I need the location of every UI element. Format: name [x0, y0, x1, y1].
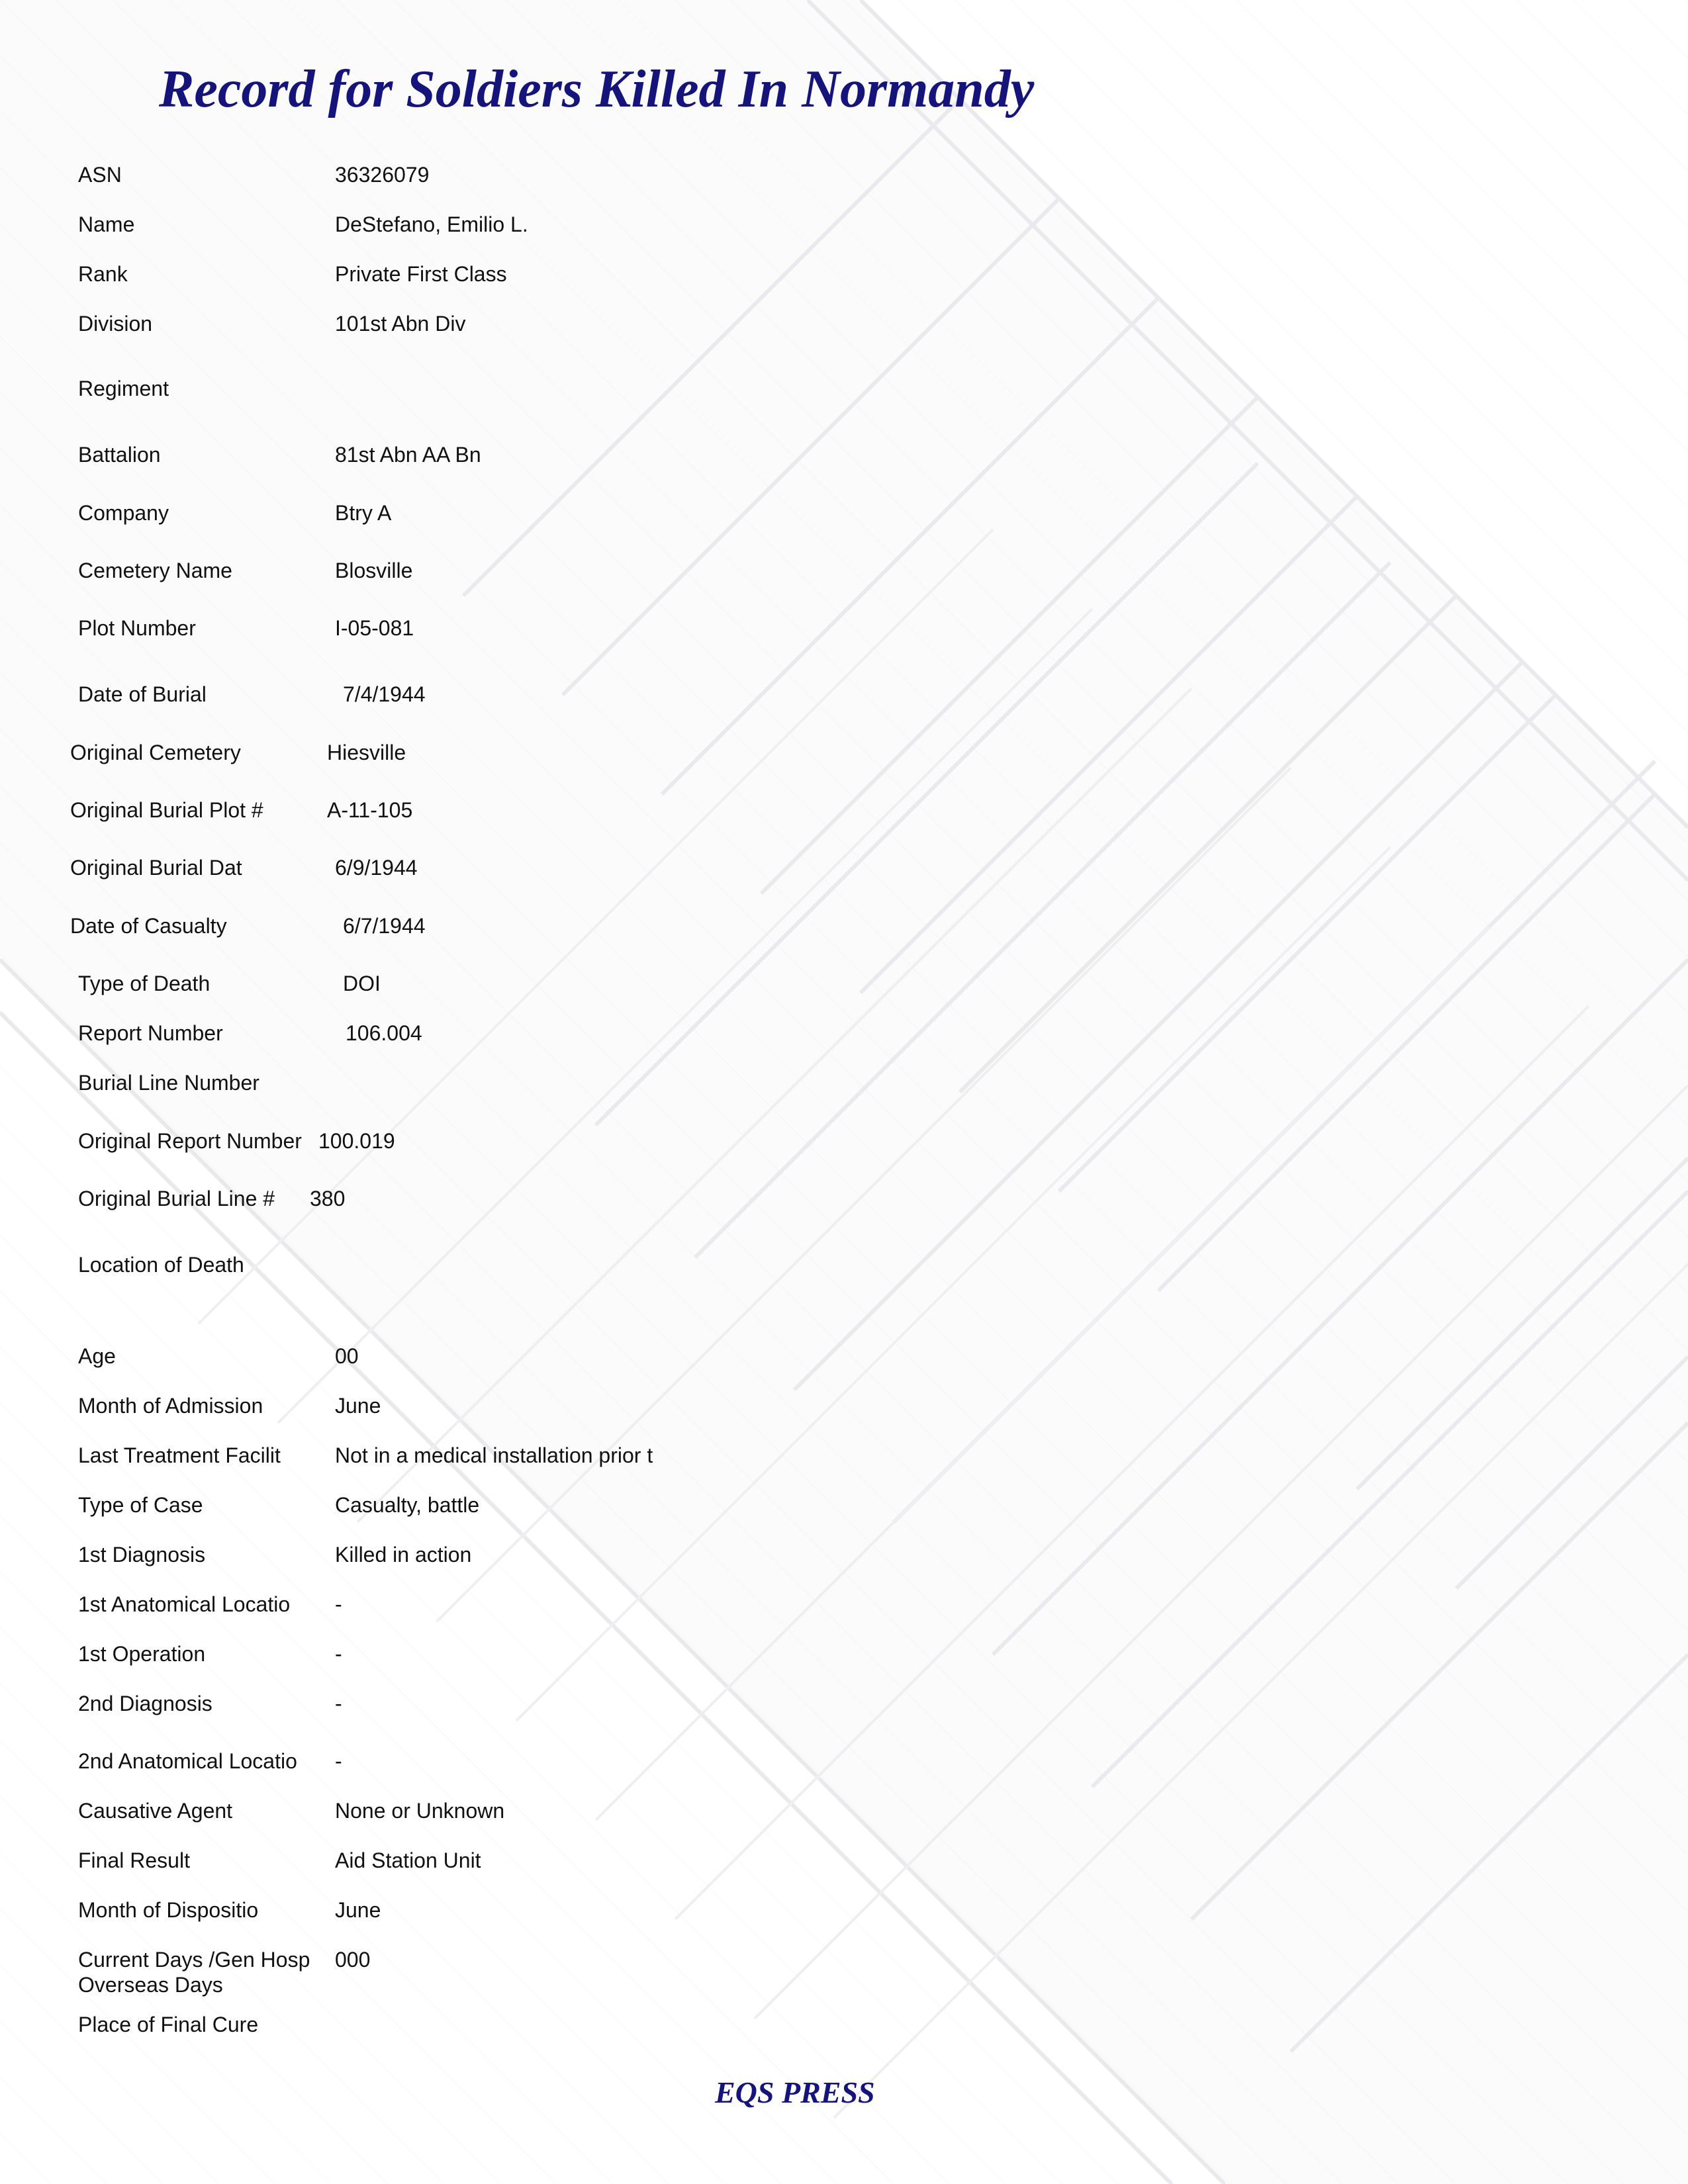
field-value-final-result: Aid Station Unit [335, 1848, 481, 1872]
field-label-1st-anatomical-location: 1st Anatomical Locatio [78, 1592, 291, 1616]
field-value-report-number: 106.004 [346, 1021, 422, 1045]
field-label-original-report-number: Original Report Number [78, 1129, 302, 1153]
field-value-cemetery-name: Blosville [335, 559, 413, 582]
field-label-name: Name [78, 212, 135, 236]
field-value-2nd-diagnosis: - [335, 1692, 342, 1715]
field-value-date-of-casualty: 6/7/1944 [343, 914, 426, 938]
field-label-place-of-final-cure: Place of Final Cure [78, 2013, 259, 2036]
field-label-asn: ASN [78, 163, 122, 187]
field-label-1st-operation: 1st Operation [78, 1642, 206, 1666]
field-value-date-of-burial: 7/4/1944 [343, 682, 426, 706]
field-label-plot-number: Plot Number [78, 616, 196, 640]
page-title: Record for Soldiers Killed In Normandy [159, 60, 1035, 118]
field-value-original-burial-date: 6/9/1944 [335, 856, 418, 880]
field-value-month-of-admission: June [335, 1394, 381, 1418]
field-label-month-of-disposition: Month of Dispositio [78, 1898, 259, 1922]
field-value-division: 101st Abn Div [335, 312, 466, 336]
field-value-type-of-case: Casualty, battle [335, 1493, 480, 1517]
field-label-current-days-gen-hosp: Current Days /Gen Hosp [78, 1948, 310, 1972]
field-label-cemetery-name: Cemetery Name [78, 559, 232, 582]
field-value-original-burial-line: 380 [310, 1187, 346, 1210]
field-label-date-of-casualty: Date of Casualty [70, 914, 227, 938]
field-label-last-treatment-facility: Last Treatment Facilit [78, 1443, 281, 1467]
field-label-type-of-case: Type of Case [78, 1493, 203, 1517]
field-label-1st-diagnosis: 1st Diagnosis [78, 1543, 206, 1567]
field-label-regiment: Regiment [78, 377, 169, 400]
field-label-battalion: Battalion [78, 443, 161, 467]
field-value-age: 00 [335, 1344, 359, 1368]
field-value-1st-operation: - [335, 1642, 342, 1666]
field-label-causative-agent: Causative Agent [78, 1799, 233, 1823]
field-value-original-report-number: 100.019 [318, 1129, 395, 1153]
field-value-rank: Private First Class [335, 262, 507, 286]
field-value-2nd-anatomical-location: - [335, 1749, 342, 1773]
field-label-original-cemetery: Original Cemetery [70, 741, 241, 764]
field-value-month-of-disposition: June [335, 1898, 381, 1922]
field-value-asn: 36326079 [335, 163, 430, 187]
field-label-location-of-death: Location of Death [78, 1253, 244, 1277]
field-label-original-burial-line: Original Burial Line # [78, 1187, 275, 1210]
field-label-original-burial-date: Original Burial Dat [70, 856, 242, 880]
field-value-original-cemetery: Hiesville [327, 741, 406, 764]
field-value-plot-number: I-05-081 [335, 616, 414, 640]
field-value-1st-anatomical-location: - [335, 1592, 342, 1616]
field-label-report-number: Report Number [78, 1021, 223, 1045]
field-value-name: DeStefano, Emilio L. [335, 212, 528, 236]
field-value-1st-diagnosis: Killed in action [335, 1543, 472, 1567]
field-value-type-of-death: DOI [343, 972, 381, 995]
field-label-rank: Rank [78, 262, 128, 286]
field-label-date-of-burial: Date of Burial [78, 682, 207, 706]
field-label-type-of-death: Type of Death [78, 972, 211, 995]
field-value-battalion: 81st Abn AA Bn [335, 443, 481, 467]
field-label-overseas-days: Overseas Days [78, 1973, 223, 1997]
field-value-current-days-gen-hosp: 000 [335, 1948, 371, 1972]
field-value-causative-agent: None or Unknown [335, 1799, 505, 1823]
field-value-original-burial-plot: A-11-105 [327, 798, 413, 822]
field-label-company: Company [78, 501, 169, 525]
field-value-last-treatment-facility: Not in a medical installation prior t [335, 1443, 653, 1467]
field-value-company: Btry A [335, 501, 392, 525]
field-label-original-burial-plot: Original Burial Plot # [70, 798, 263, 822]
field-label-final-result: Final Result [78, 1848, 190, 1872]
field-label-2nd-anatomical-location: 2nd Anatomical Locatio [78, 1749, 297, 1773]
field-label-burial-line-number: Burial Line Number [78, 1071, 259, 1095]
publisher-footer: EQS PRESS [715, 2075, 875, 2109]
field-label-month-of-admission: Month of Admission [78, 1394, 263, 1418]
field-label-division: Division [78, 312, 153, 336]
field-label-2nd-diagnosis: 2nd Diagnosis [78, 1692, 212, 1715]
field-label-age: Age [78, 1344, 116, 1368]
